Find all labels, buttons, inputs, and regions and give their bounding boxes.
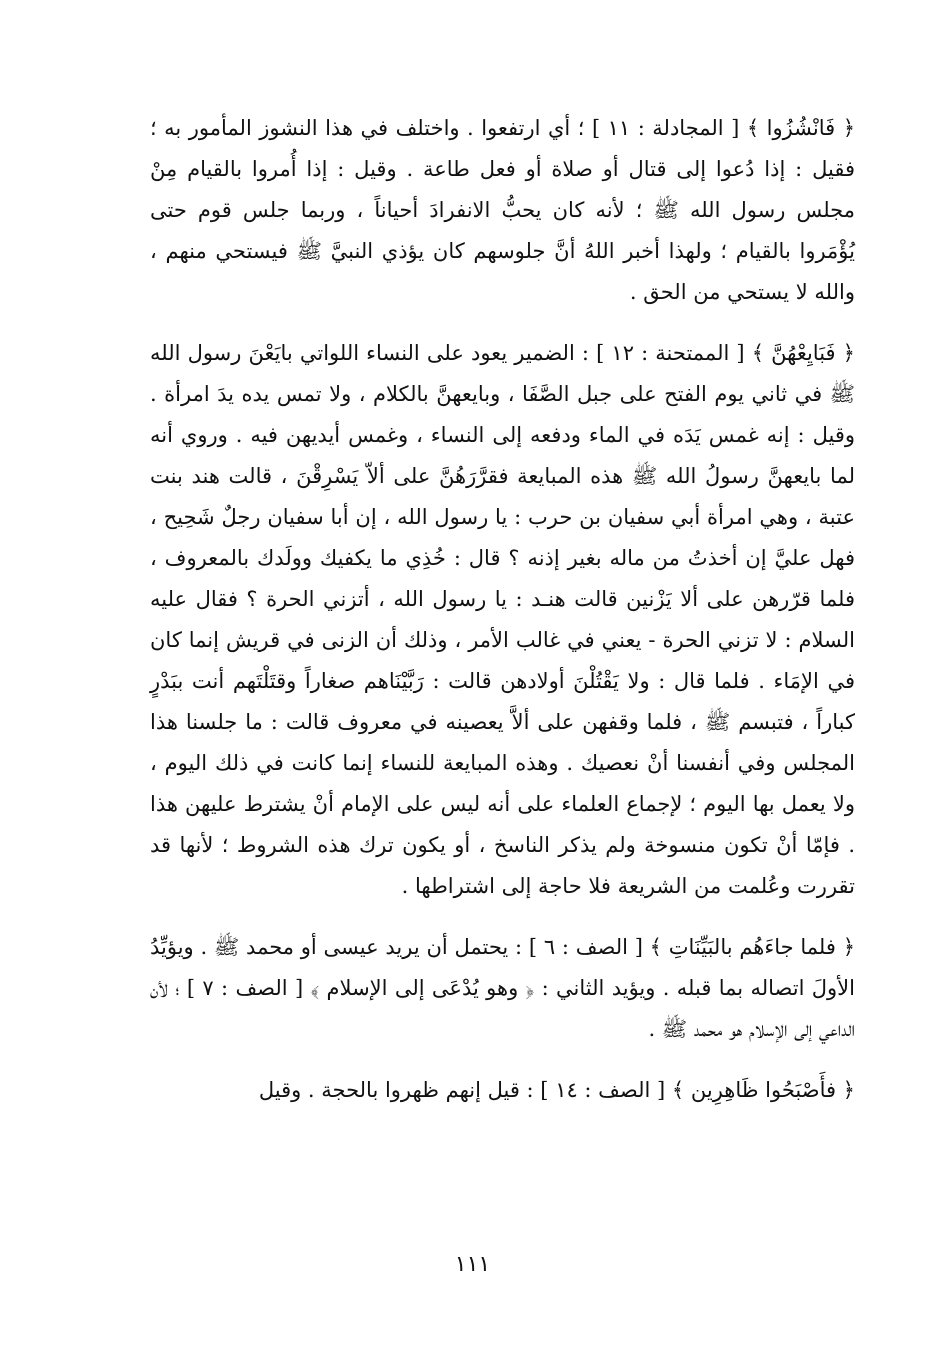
paragraph-zahirin: ﴿ فأَصْبَحُوا ظَاهِرِين ﴾ [ الصف : ١٤ ] : قيل إنهم ظهروا بالحجة . وقيل (258, 1078, 855, 1102)
paragraph-nushuz: ﴿ فَانْشُزُوا ﴾ [ المجادلة : ١١ ] ؛ أي ارتفعوا . واختلف في هذا النشوز المأمور به ؛ فقيل : إذا دُعوا إلى قتال أو صلاة أو فعل طاعة . وقيل : إذا أُمروا بالقيام مِنْ مجلس رسول الله ﷺ ؛ لأنه كان يحبُّ الانفرادَ أحياناً ، وربما جلس قوم حتى يُؤْمَروا بالقيام ؛ ولهذا أخبر اللهُ أنَّ جلوسهم كان يؤذي النبيَّ ﷺ فيستحي منهم ، والله لا يستحي من الحق . (150, 116, 856, 304)
page-body (150, 108, 855, 1111)
page-number: ١١١ (454, 1252, 491, 1277)
paragraph-bayyinat: ﴿ فلما جاءَهُم بالبَيِّنَاتِ ﴾ [ الصف : ٦ ] : يحتمل أن يريد عيسى أو محمد ﷺ . ويؤيِّدُ الأولَ اتصاله بما قبله . ويؤيد الثاني : ﴿ وهو يُدْعَى إلى الإسلام ﴾ [ الصف : ٧ ] ؛ لأن الداعي إلى الإسلام هو محمد ﷺ . (150, 935, 856, 1041)
paragraph-bayiahunna: ﴿ فَبَايِعْهُنَّ ﴾ [ الممتحنة : ١٢ ] : الضمير يعود على النساء اللواتي بايَعْنَ رسول الله ﷺ في ثاني يوم الفتح على جبل الصَّفَا ، وبايعهنَّ بالكلام ، ولا تمس يده يدَ امرأة . وقيل : إنه غمس يَدَه في الماء ودفعه إلى النساء ، وغمس أيديهن فيه . وروي أنه لما بايعهنَّ رسولُ الله ﷺ هذه المبايعة فقرَّرَهُنَّ على ألاّ يَسْرِقْنَ ، قالت هند بنت عتبة ، وهي امرأة أبي سفيان بن حرب : يا رسول الله ، إن أبا سفيان رجلٌ شَحِيح ، فهل عليَّ إن أخذتُ من ماله بغير إذنه ؟ قال : خُذِي ما يكفيك وولَدك بالمعروف ، فلما قرّرهن على ألا يَزْنين قالت هنـد : يا رسول الله ، أتزني الحرة ؟ فقال عليه السلام : لا تزني الحرة - يعني في غالب الأمر ، وذلك أن الزنى في قريش إنما كان في الإمَاء . فلما قال : ولا يَقْتُلْنَ أولادهن قالت : رَبَّيْنَاهم صغاراً وقتَلْتَهم أنت ببَدْرٍ كباراً ، فتبسم ﷺ ، فلما وقفهن على ألاَّ يعصينه في معروف قالت : ما جلسنا هذا المجلس وفي أنفسنا أنْ نعصيك . وهذه المبايعة للنساء إنما كانت في ذلك اليوم ، ولا يعمل بها اليوم ؛ لإجماع العلماء على أنه ليس على الإمام أنْ يشترط عليهن هذا . فإمّا أنْ تكون منسوخة ولم يذكر الناسخ ، أو يكون ترك هذه الشروط ؛ لأنها قد تقررت وعُلمت من الشريعة فلا حاجة إلى اشتراطها . (150, 341, 855, 898)
